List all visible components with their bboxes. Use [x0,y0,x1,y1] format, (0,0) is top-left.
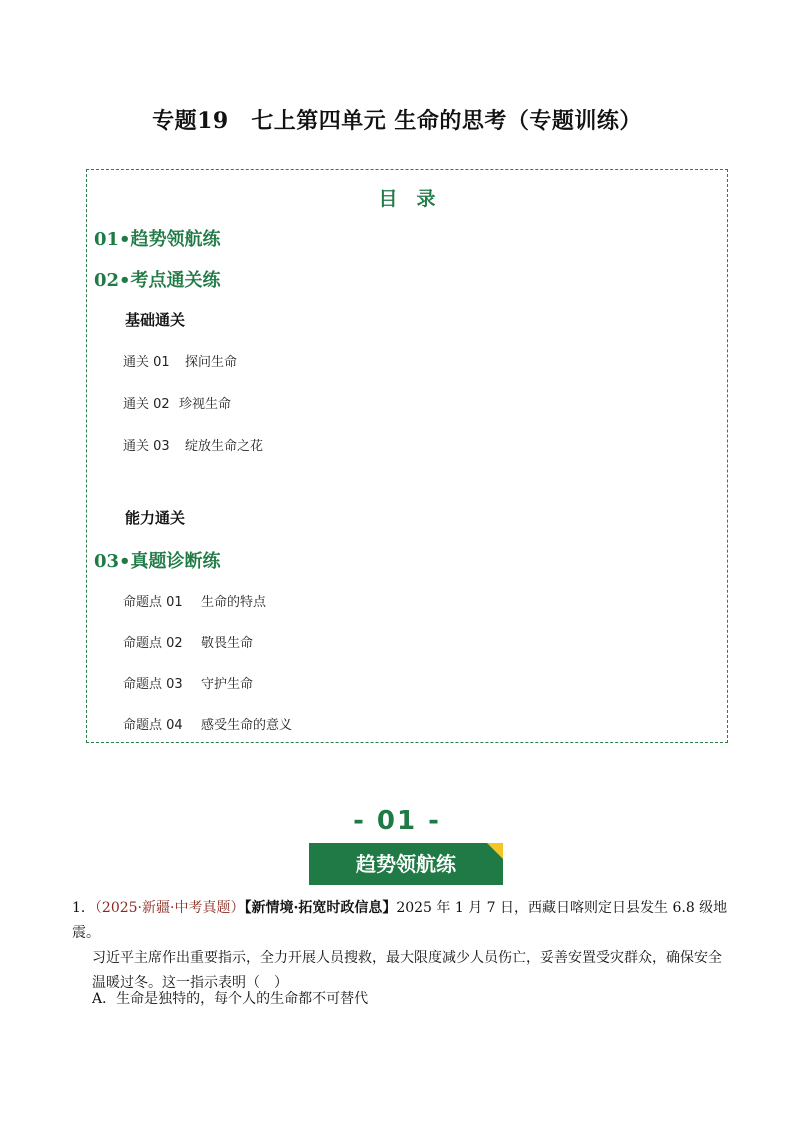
toc-item-number: 通关 01 [123,355,170,370]
toc-item-number: 命题点 04 [123,718,183,733]
question-text-2: 习近平主席作出重要指示，全力开展人员搜救，最大限度减少人员伤亡，妥善安置受灾群众，确保安全 [92,950,722,966]
toc-item-text: 感受生命的意义 [201,718,293,733]
table-of-contents [86,169,728,743]
toc-item-number: 命题点 01 [123,595,183,610]
question-text-1: 2025 年 1 月 7 日，西藏日喀则定日县发生 6.8 级地震。 [72,900,728,941]
toc-item-text: 珍视生命 [179,397,232,412]
toc-section-1[interactable]: 01•趋势领航练 [94,229,221,250]
toc-item-text: 生命的特点 [201,595,267,610]
option-a[interactable]: A．生命是独特的，每个人的生命都不可替代 [92,991,369,1007]
toc-item-text: 探问生命 [185,355,238,370]
toc-item-text: 敬畏生命 [201,636,254,651]
toc-item[interactable] [123,714,292,733]
page-title: 专题19 七上第四单元 生命的思考（专题训练） [152,108,642,134]
toc-item-number: 通关 02 [123,397,170,412]
toc-ability-label: 能力通关 [125,509,186,527]
toc-item[interactable] [123,435,263,454]
toc-item-text: 绽放生命之花 [185,439,264,454]
banner-corner-decoration [487,843,503,859]
toc-section-3[interactable]: 03•真题诊断练 [94,551,221,572]
toc-item[interactable] [123,591,266,610]
toc-item-number: 命题点 03 [123,677,183,692]
question-text-3: 温暖过冬。这一指示表明（ ） [92,975,288,991]
toc-item[interactable] [123,673,253,692]
toc-heading: 目 录 [378,188,436,210]
toc-item[interactable] [123,393,231,412]
section-banner-label: 趋势领航练 [356,852,456,876]
toc-item-text: 守护生命 [201,677,254,692]
section-number: - 01 - [353,806,441,836]
toc-basic-label: 基础通关 [125,311,186,329]
section-banner [309,843,503,885]
question-tag: 【新情境·拓宽时政信息】 [244,900,397,916]
question-1 [72,896,732,996]
toc-item-number: 命题点 02 [123,636,183,651]
toc-item[interactable] [123,632,253,651]
question-index: 1． [72,900,95,916]
question-line-1 [72,896,732,946]
toc-item[interactable] [123,351,237,370]
toc-item-number: 通关 03 [123,439,170,454]
question-source: （2025·新疆·中考真题） [94,900,245,916]
toc-section-2[interactable]: 02•考点通关练 [94,270,221,291]
